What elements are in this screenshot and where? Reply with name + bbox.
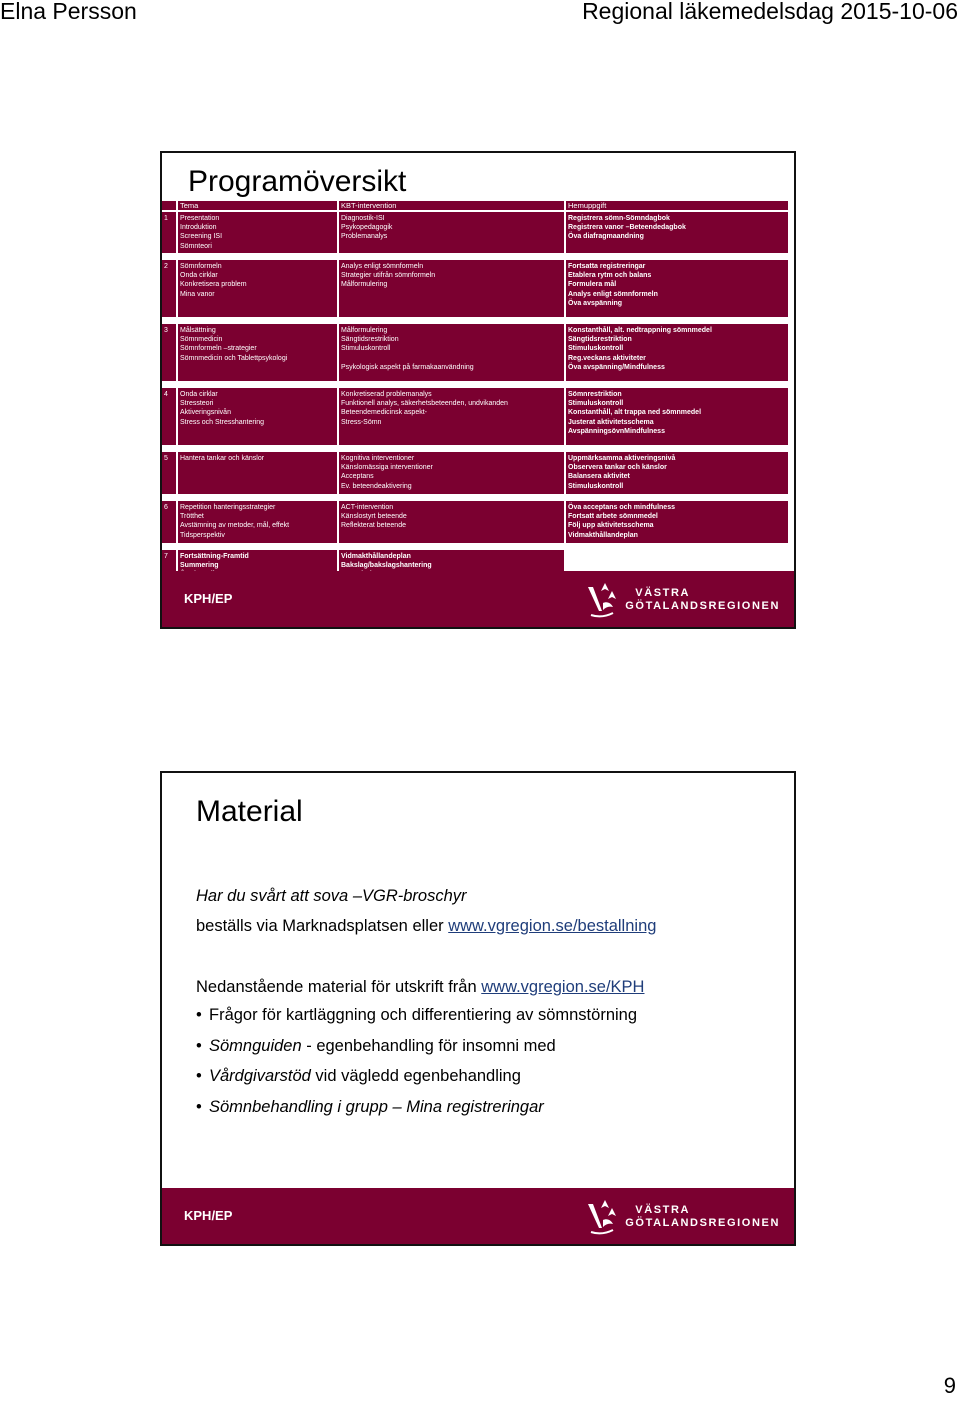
material-link[interactable]: Vårdgivarstöd (209, 1067, 311, 1085)
order-text: beställs via Marknadsplatsen eller (196, 917, 449, 935)
session-number: 7 (162, 550, 176, 593)
slide-title: Material (196, 795, 303, 828)
cell-line: Konkretisera problem (180, 281, 247, 289)
cell-line: Formulera mål (568, 281, 617, 289)
cell-line: Målformulering (341, 327, 388, 334)
session-number: 4 (162, 388, 176, 445)
program-table (162, 201, 790, 593)
kbt-cell (339, 260, 564, 317)
print-text: Nedanstående material för utskrift från (196, 978, 482, 996)
cell-line: Beteendemedicinsk aspekt- (341, 409, 427, 417)
cell-line: Onda cirklar (180, 272, 218, 280)
material-description: - egenbehandling för insomni med (301, 1036, 556, 1055)
cell-line: Onda cirklar (180, 391, 218, 398)
cell-line: Hantera tankar och känslor (180, 455, 265, 462)
slide-title: Programöversikt (188, 165, 407, 198)
tema-cell (178, 324, 337, 381)
cell-line: Stimuluskontroll (341, 345, 391, 353)
logo-line1: VÄSTRA (635, 587, 691, 599)
cell-line: Öva avspänning (568, 299, 623, 307)
cell-line: Öva acceptans och mindfulness (568, 504, 675, 511)
footer-label: KPH/EP (184, 591, 233, 606)
logo-line1: VÄSTRA (635, 1204, 691, 1216)
cell-line: Fortsatt arbete sömnmedel (568, 513, 658, 521)
kbt-cell (339, 501, 564, 543)
cell-line: Introduktion (180, 224, 217, 232)
bullet-icon: • (196, 1006, 202, 1024)
cell-line: Balansera aktivitet (568, 473, 630, 481)
column-header-kbt: KBT-intervention (339, 201, 564, 210)
cell-line: Sängtidsrestriktion (568, 336, 632, 344)
tema-cell (178, 452, 337, 494)
material-description: vid vägledd egenbehandling (310, 1067, 521, 1085)
cell-line: Kognitiva interventioner (341, 455, 415, 462)
cell-line: Mina vanor (180, 290, 215, 298)
cell-line: Stress och Stresshantering (180, 418, 265, 426)
cell-line: Vidmakthållandeplan (341, 553, 411, 560)
vgr-logo-icon (585, 581, 619, 619)
hemuppgift-cell (566, 388, 788, 445)
cell-line: Reflekterat beteende (341, 522, 406, 530)
cell-line: Psykologisk aspekt på farmakaanvändning (341, 363, 474, 371)
material-link[interactable]: Frågor för kartläggning och differentiering av sömnstörning (209, 1006, 638, 1024)
table-row (162, 260, 790, 317)
cell-line: Registrera sömn-Sömndagbok (568, 215, 670, 222)
cell-line: Screening ISI (180, 233, 223, 241)
vgr-logo-icon (585, 1198, 619, 1236)
order-link[interactable]: www.vgregion.se/bestallning (448, 917, 657, 935)
hemuppgift-cell (566, 501, 788, 543)
cell-line (341, 354, 562, 363)
cell-line: Sömnmedicin (180, 336, 223, 344)
table-row (162, 324, 790, 381)
cell-line: Avstämning av metoder, mål, effekt (180, 522, 290, 530)
list-item (196, 1005, 637, 1036)
cell-line: Stressteori (180, 400, 214, 408)
cell-line: Strategier utifrån sömnformeln (341, 272, 436, 280)
column-header-hemuppgift: Hemuppgift (566, 201, 788, 210)
hemuppgift-cell (566, 260, 788, 317)
slide-footer (162, 1188, 794, 1244)
cell-line: Justerat aktivitetsschema (568, 418, 654, 426)
kbt-cell (339, 388, 564, 445)
cell-line: Sömnmedicin och Tablettpsykologi (180, 354, 288, 362)
material-list (196, 1005, 637, 1127)
cell-line: Analys enligt sömnformeln (568, 290, 658, 298)
table-header (162, 201, 790, 210)
material-link[interactable]: Sömnbehandling i grupp – Mina registreringar (209, 1097, 544, 1116)
cell-line: Tidsperspektiv (180, 531, 225, 539)
slide-material (160, 771, 796, 1246)
cell-line: Ev. beteendeaktivering (341, 482, 412, 490)
logo-line2: GÖTALANDSREGIONEN (625, 1217, 780, 1229)
table-row (162, 212, 790, 253)
cell-line: Vidmakthållandeplan (568, 531, 638, 539)
cell-line: Fortsättning-Framtid (180, 553, 249, 560)
list-item (196, 1097, 637, 1128)
table-row (162, 452, 790, 494)
cell-line: Känslostyrt beteende (341, 513, 407, 521)
cell-line: Sömnformeln (180, 263, 222, 270)
bullet-icon: • (196, 1097, 202, 1116)
cell-line: Presentation (180, 215, 220, 222)
cell-line: Känslomässiga interventioner (341, 464, 433, 472)
cell-line: Summering (180, 562, 219, 570)
cell-line: Konstanthåll, alt trappa ned sömnmedel (568, 409, 702, 417)
material-link[interactable]: Sömnguiden (209, 1036, 302, 1055)
brochure-title: Har du svårt att sova –VGR-broschyr (196, 887, 467, 905)
cell-line: Stimuluskontroll (568, 400, 624, 408)
list-item (196, 1066, 637, 1097)
kbt-cell (339, 324, 564, 381)
cell-line: Diagnostik-ISI (341, 215, 385, 222)
list-item (196, 1036, 637, 1067)
cell-line: Stress-Sömn (341, 418, 382, 426)
cell-line: Målsättning (180, 327, 216, 334)
cell-line: Problemanalys (341, 233, 388, 241)
table-row (162, 501, 790, 543)
cell-line: Öva diafragmaandning (568, 233, 644, 241)
cell-line: Trötthet (180, 513, 204, 521)
table-row (162, 388, 790, 445)
kph-link[interactable]: www.vgregion.se/KPH (481, 978, 645, 996)
header-event: Regional läkemedelsdag 2015-10-06 (582, 0, 958, 24)
cell-line: Psykopedagogik (341, 224, 393, 232)
print-line (196, 977, 644, 997)
footer-label: KPH/EP (184, 1208, 233, 1223)
cell-line: Analys enligt sömnformeln (341, 263, 424, 270)
session-number: 2 (162, 260, 176, 317)
cell-line: Etablera rytm och balans (568, 272, 652, 280)
cell-line: Registrera vanor –Beteendedagbok (568, 224, 686, 232)
cell-line: Acceptans (341, 473, 374, 481)
cell-line: Aktiveringsnivån (180, 409, 231, 417)
session-number: 6 (162, 501, 176, 543)
tema-cell (178, 212, 337, 253)
kbt-cell (339, 212, 564, 253)
cell-line: Reg.veckans aktiviteter (568, 354, 646, 362)
cell-line: AvspänningsövnMindfulness (568, 427, 665, 435)
vgr-logo (585, 1196, 780, 1238)
tema-cell (178, 260, 337, 317)
header-num-cell (162, 201, 176, 210)
bullet-icon: • (196, 1067, 202, 1085)
page-number: 9 (943, 1373, 956, 1398)
cell-line: Följ upp aktivitetsschema (568, 522, 654, 530)
session-number: 1 (162, 212, 176, 253)
cell-line: Uppmärksamma aktiveringsnivå (568, 455, 676, 462)
vgr-logo (585, 579, 780, 621)
session-number: 3 (162, 324, 176, 381)
cell-line: Sängtidsrestriktion (341, 336, 399, 344)
bullet-icon: • (196, 1036, 202, 1055)
cell-line: Funktionell analys, säkerhetsbeteenden, undvikanden (341, 400, 508, 408)
cell-line: Konstanthåll, alt. nedtrappning sömnmedel (568, 327, 712, 334)
cell-line: Öva avspänning/Mindfulness (568, 363, 665, 371)
cell-line: Sömnrestriktion (568, 391, 622, 398)
header-author: Elna Persson (0, 0, 137, 24)
cell-line: Fortsatta registreringar (568, 263, 646, 270)
cell-line: Konkretiserad problemanalys (341, 391, 432, 398)
hemuppgift-cell (566, 212, 788, 253)
cell-line: Bakslag/bakslagshantering (341, 562, 432, 570)
cell-line: Sömnteori (180, 242, 212, 250)
cell-line: Målformulering (341, 281, 388, 289)
kbt-cell (339, 452, 564, 494)
slide-program-overview (160, 151, 796, 629)
tema-cell (178, 501, 337, 543)
hemuppgift-cell (566, 324, 788, 381)
cell-line: ACT-intervention (341, 504, 394, 511)
column-header-tema: Tema (178, 201, 337, 210)
logo-line2: GÖTALANDSREGIONEN (625, 600, 780, 612)
session-number: 5 (162, 452, 176, 494)
cell-line: Observera tankar och känslor (568, 464, 667, 472)
slide-footer (162, 571, 794, 627)
cell-line: Stimuluskontroll (568, 482, 624, 490)
order-line (196, 916, 656, 936)
cell-line: Repetition hanteringsstrategier (180, 504, 276, 511)
hemuppgift-cell (566, 452, 788, 494)
tema-cell (178, 388, 337, 445)
cell-line: Stimuluskontroll (568, 345, 624, 353)
cell-line: Sömnformeln –strategier (180, 345, 257, 353)
